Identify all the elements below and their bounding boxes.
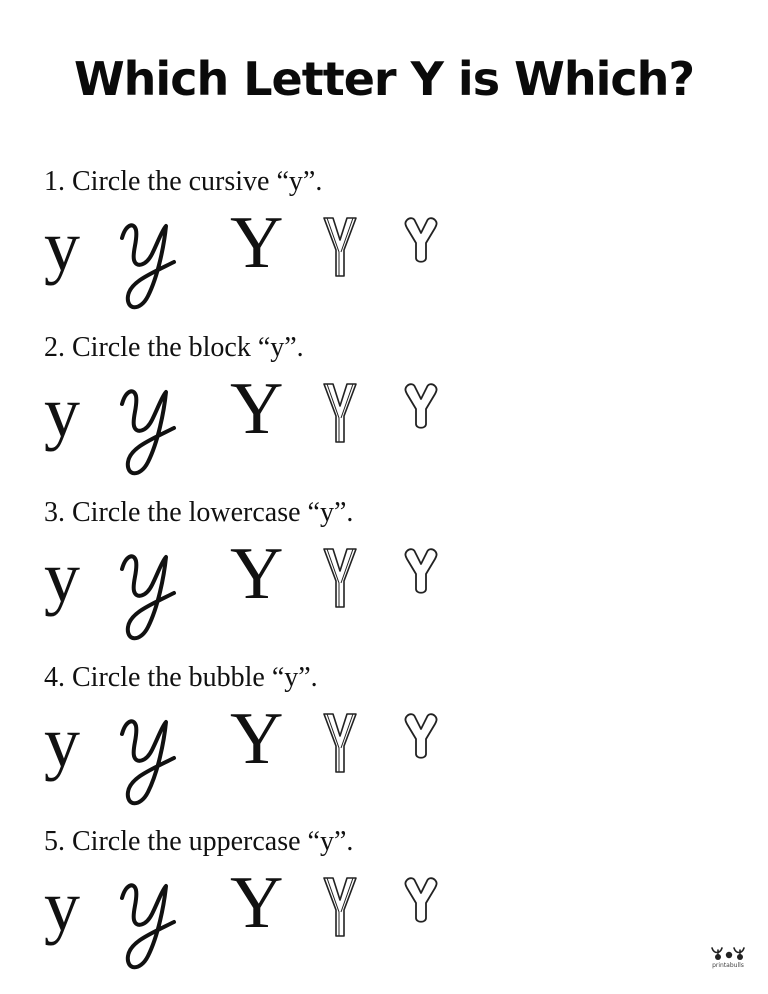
letter-bubble-y[interactable] (402, 382, 440, 430)
letter-lowercase-print[interactable]: y (44, 866, 80, 946)
letter-uppercase-block[interactable]: Y (230, 368, 284, 450)
question-5-prompt: 5. Circle the uppercase “y”. (44, 826, 354, 857)
letter-outline-y[interactable] (322, 382, 358, 444)
question-3 (0, 497, 768, 657)
letter-lowercase-print[interactable]: y (44, 206, 80, 286)
question-2 (0, 332, 768, 492)
letter-lowercase-print[interactable]: y (44, 372, 80, 452)
question-4-prompt: 4. Circle the bubble “y”. (44, 662, 318, 693)
letter-uppercase-block[interactable]: Y (230, 862, 284, 944)
letter-cursive-y[interactable] (118, 876, 182, 974)
letter-uppercase-block[interactable]: Y (230, 533, 284, 615)
question-1 (0, 166, 768, 326)
bulls-logo-icon (706, 944, 750, 962)
letter-bubble-y[interactable] (402, 547, 440, 595)
question-3-prompt: 3. Circle the lowercase “y”. (44, 497, 354, 528)
letter-lowercase-print[interactable]: y (44, 537, 80, 617)
letter-cursive-y[interactable] (118, 712, 182, 810)
question-2-prompt: 2. Circle the block “y”. (44, 332, 304, 363)
letter-cursive-y[interactable] (118, 547, 182, 645)
question-1-prompt: 1. Circle the cursive “y”. (44, 166, 323, 197)
logo-text: printabulls (712, 962, 744, 969)
letter-uppercase-block[interactable]: Y (230, 698, 284, 780)
letter-bubble-y[interactable] (402, 216, 440, 264)
letter-outline-y[interactable] (322, 547, 358, 609)
letter-lowercase-print[interactable]: y (44, 702, 80, 782)
letter-cursive-y[interactable] (118, 382, 182, 480)
page-title: Which Letter Y is Which? (73, 52, 695, 106)
printabulls-logo (706, 944, 750, 976)
question-5 (0, 826, 768, 986)
letter-outline-y[interactable] (322, 216, 358, 278)
letter-outline-y[interactable] (322, 712, 358, 774)
letter-cursive-y[interactable] (118, 216, 182, 314)
letter-bubble-y[interactable] (402, 876, 440, 924)
letter-outline-y[interactable] (322, 876, 358, 938)
letter-uppercase-block[interactable]: Y (230, 202, 284, 284)
letter-bubble-y[interactable] (402, 712, 440, 760)
question-4 (0, 662, 768, 822)
